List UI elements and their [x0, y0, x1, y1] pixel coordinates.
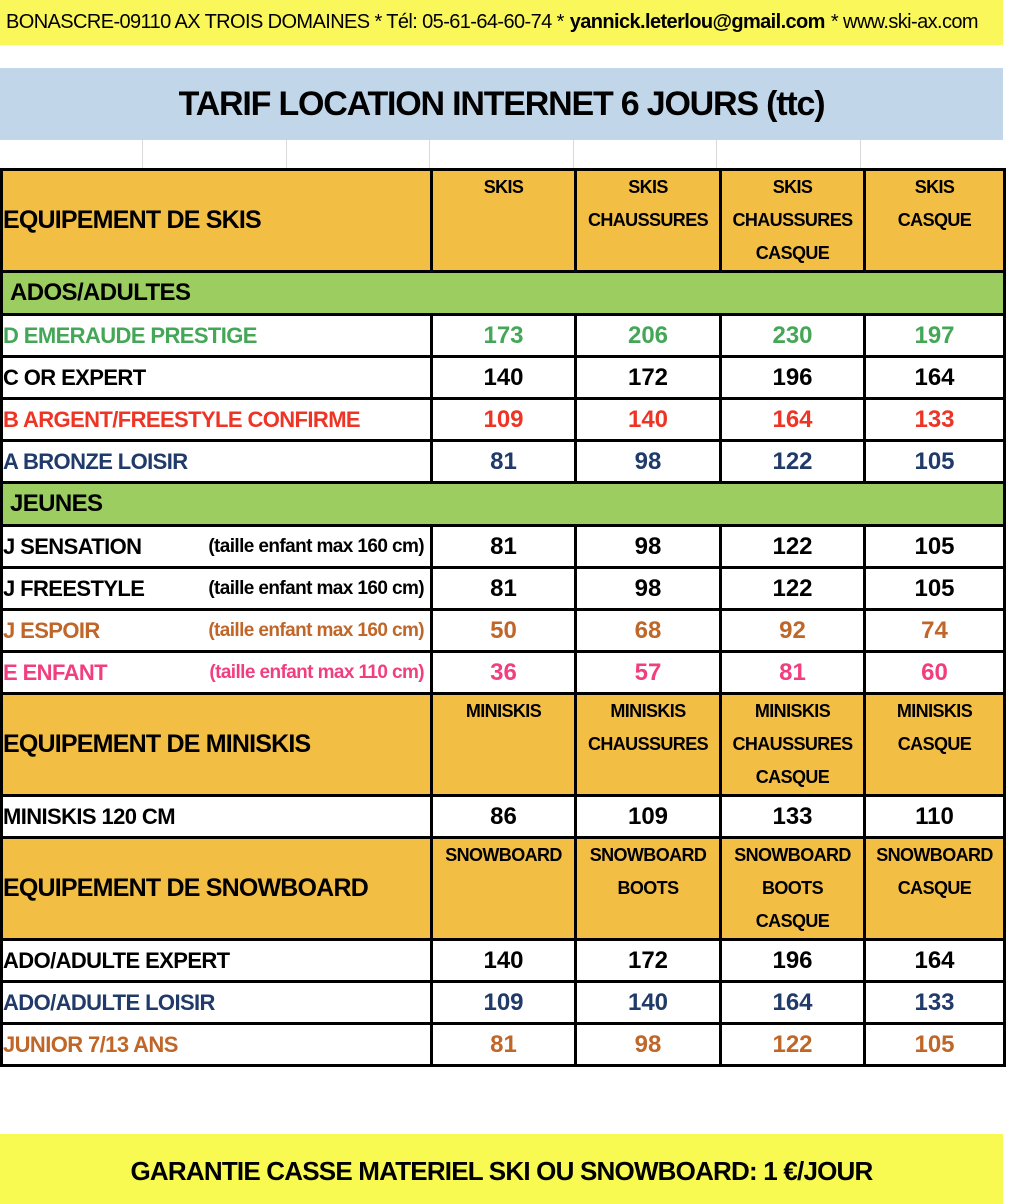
contact-email: yannick.leterlou@gmail.com — [569, 11, 825, 33]
price-cell: 164 — [721, 982, 865, 1024]
price-cell: 206 — [576, 315, 721, 357]
price-cell: 60 — [865, 652, 1005, 694]
price-cell: 109 — [576, 796, 721, 838]
price-cell: 140 — [576, 982, 721, 1024]
snowboard-section-title: EQUIPEMENT DE SNOWBOARD — [2, 838, 432, 940]
table-row — [2, 441, 1005, 483]
row-label: ADO/ADULTE EXPERT — [2, 940, 432, 982]
price-cell: 122 — [721, 526, 865, 568]
row-note: (taille enfant max 160 cm) — [208, 535, 424, 557]
row-label: E ENFANT (taille enfant max 110 cm) — [2, 652, 432, 694]
contact-website: * www.ski-ax.com — [830, 11, 978, 33]
price-cell: 105 — [865, 1024, 1005, 1066]
price-cell: 110 — [865, 796, 1005, 838]
row-label: J SENSATION (taille enfant max 160 cm) — [2, 526, 432, 568]
column-header-miniskis: MINISKIS — [432, 694, 576, 796]
row-label: A BRONZE LOISIR — [2, 441, 432, 483]
price-cell: 197 — [865, 315, 1005, 357]
column-header-skis-casque: SKIS CASQUE — [865, 170, 1005, 272]
guarantee-band — [0, 1134, 1003, 1204]
table-row — [2, 315, 1005, 357]
grid-cell — [143, 140, 286, 168]
skis-section-title: EQUIPEMENT DE SKIS — [2, 170, 432, 272]
table-row — [2, 796, 1005, 838]
table-row — [2, 526, 1005, 568]
price-cell: 133 — [865, 982, 1005, 1024]
price-cell: 172 — [576, 940, 721, 982]
grid-cell — [574, 140, 717, 168]
price-cell: 86 — [432, 796, 576, 838]
price-cell: 122 — [721, 1024, 865, 1066]
row-label: MINISKIS 120 CM — [2, 796, 432, 838]
contact-bar — [0, 0, 1003, 45]
price-cell: 173 — [432, 315, 576, 357]
grid-cell — [0, 140, 143, 168]
price-cell: 140 — [432, 357, 576, 399]
row-label: B ARGENT/FREESTYLE CONFIRME — [2, 399, 432, 441]
column-header-miniskis-chaussures: MINISKIS CHAUSSURES — [576, 694, 721, 796]
price-cell: 105 — [865, 441, 1005, 483]
price-cell: 57 — [576, 652, 721, 694]
price-cell: 105 — [865, 568, 1005, 610]
page-title: TARIF LOCATION INTERNET 6 JOURS (ttc) — [178, 84, 825, 123]
grid-cell — [430, 140, 573, 168]
price-cell: 140 — [576, 399, 721, 441]
column-header-snowboard-boots: SNOWBOARD BOOTS — [576, 838, 721, 940]
row-label: J FREESTYLE (taille enfant max 160 cm) — [2, 568, 432, 610]
price-cell: 164 — [721, 399, 865, 441]
price-cell: 74 — [865, 610, 1005, 652]
price-cell: 172 — [576, 357, 721, 399]
grid-cell — [717, 140, 860, 168]
price-cell: 50 — [432, 610, 576, 652]
price-cell: 92 — [721, 610, 865, 652]
table-row — [2, 568, 1005, 610]
price-cell: 98 — [576, 568, 721, 610]
skis-header-row — [2, 170, 1005, 272]
price-cell: 81 — [721, 652, 865, 694]
price-cell: 164 — [865, 357, 1005, 399]
row-label: JUNIOR 7/13 ANS — [2, 1024, 432, 1066]
row-note: (taille enfant max 110 cm) — [209, 661, 424, 683]
price-cell: 140 — [432, 940, 576, 982]
price-cell: 36 — [432, 652, 576, 694]
guarantee-text: GARANTIE CASSE MATERIEL SKI OU SNOWBOARD: 1 €/JOUR — [130, 1155, 873, 1186]
column-header-miniskis-chaussures-casque: MINISKIS CHAUSSURES CASQUE — [721, 694, 865, 796]
row-note: (taille enfant max 160 cm) — [208, 619, 424, 641]
table-row — [2, 652, 1005, 694]
column-header-snowboard-boots-casque: SNOWBOARD BOOTS CASQUE — [721, 838, 865, 940]
column-header-skis-chaussures: SKIS CHAUSSURES — [576, 170, 721, 272]
snowboard-header-row — [2, 838, 1005, 940]
price-cell: 81 — [432, 568, 576, 610]
table-row — [2, 1024, 1005, 1066]
page-title-band — [0, 68, 1003, 140]
row-label: J ESPOIR (taille enfant max 160 cm) — [2, 610, 432, 652]
section-band-label: ADOS/ADULTES — [2, 272, 1005, 315]
price-cell: 122 — [721, 441, 865, 483]
column-header-skis-chaussures-casque: SKIS CHAUSSURES CASQUE — [721, 170, 865, 272]
row-label: ADO/ADULTE LOISIR — [2, 982, 432, 1024]
price-cell: 133 — [865, 399, 1005, 441]
row-label: D EMERAUDE PRESTIGE — [2, 315, 432, 357]
price-cell: 122 — [721, 568, 865, 610]
price-cell: 196 — [721, 357, 865, 399]
grid-cell — [861, 140, 1003, 168]
row-label: C OR EXPERT — [2, 357, 432, 399]
column-header-snowboard: SNOWBOARD — [432, 838, 576, 940]
section-band-ados-adultes — [2, 272, 1005, 315]
price-cell: 133 — [721, 796, 865, 838]
grid-cell — [287, 140, 430, 168]
spacer — [0, 45, 1010, 68]
price-cell: 105 — [865, 526, 1005, 568]
row-note: (taille enfant max 160 cm) — [208, 577, 424, 599]
miniskis-header-row — [2, 694, 1005, 796]
table-row — [2, 940, 1005, 982]
column-header-miniskis-casque: MINISKIS CASQUE — [865, 694, 1005, 796]
price-table — [0, 168, 1006, 1067]
price-cell: 196 — [721, 940, 865, 982]
table-row — [2, 357, 1005, 399]
price-cell: 98 — [576, 441, 721, 483]
table-row — [2, 982, 1005, 1024]
price-cell: 98 — [576, 1024, 721, 1066]
price-cell: 81 — [432, 526, 576, 568]
section-band-label: JEUNES — [2, 483, 1005, 526]
contact-address-phone: BONASCRE-09110 AX TROIS DOMAINES * Tél: 05-61-64-60-74 * — [6, 11, 564, 33]
price-cell: 68 — [576, 610, 721, 652]
section-band-jeunes — [2, 483, 1005, 526]
table-row — [2, 610, 1005, 652]
price-cell: 81 — [432, 1024, 576, 1066]
miniskis-section-title: EQUIPEMENT DE MINISKIS — [2, 694, 432, 796]
spacer — [0, 1067, 1010, 1134]
column-header-snowboard-casque: SNOWBOARD CASQUE — [865, 838, 1005, 940]
price-cell: 230 — [721, 315, 865, 357]
price-cell: 164 — [865, 940, 1005, 982]
price-cell: 98 — [576, 526, 721, 568]
price-cell: 109 — [432, 399, 576, 441]
spreadsheet-grid-row — [0, 140, 1003, 168]
price-cell: 81 — [432, 441, 576, 483]
table-row — [2, 399, 1005, 441]
column-header-skis: SKIS — [432, 170, 576, 272]
price-cell: 109 — [432, 982, 576, 1024]
